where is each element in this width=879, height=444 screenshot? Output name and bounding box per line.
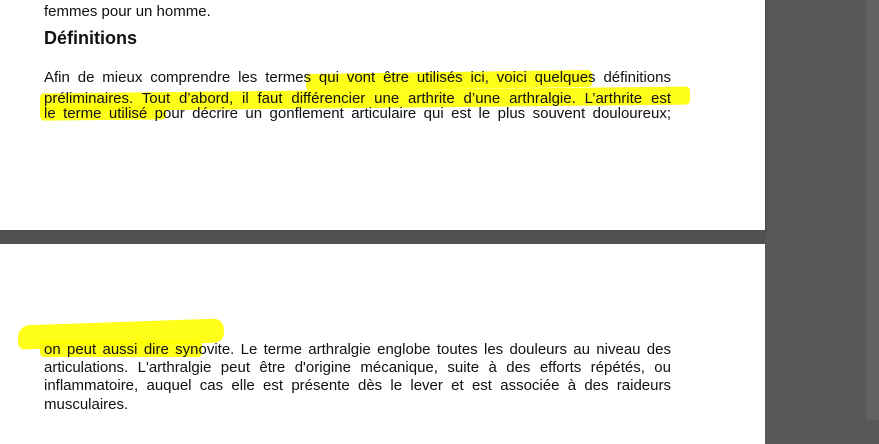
paragraph-line: le terme utilisé pour décrire un gonflement articulaire qui est le plus souvent douloureux;	[44, 105, 671, 122]
paragraph-line: Afin de mieux comprendre les termes qui vont être utilisés ici, voici quelques définitions	[44, 69, 671, 86]
cut-off-text-line: femmes pour un homme.	[44, 3, 211, 20]
paragraph-line: articulations. L'arthralgie peut être d'origine mécanique, suite à des efforts répétés, ou	[44, 359, 671, 376]
section-heading: Définitions	[44, 28, 137, 48]
paragraph-line: on peut aussi dire synovite. Le terme arthralgie englobe toutes les douleurs au niveau des	[44, 341, 671, 358]
paragraph-line: inflammatoire, auquel cas elle est présente dès le lever et est associée à des raideurs	[44, 377, 671, 394]
paragraph-line: musculaires.	[44, 396, 129, 413]
paragraph-line: préliminaires. Tout d’abord, il faut différencier une arthrite d’une arthralgie. L’arthrite est	[44, 90, 671, 107]
